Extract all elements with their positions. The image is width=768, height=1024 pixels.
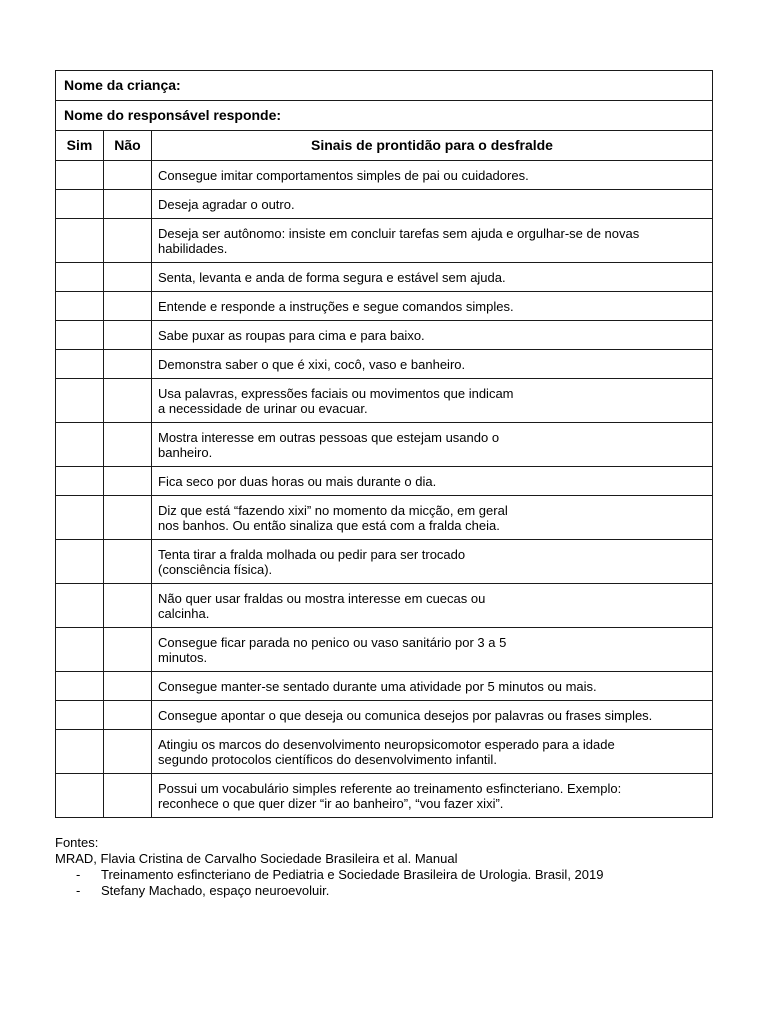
- no-checkbox-cell[interactable]: [104, 379, 152, 423]
- readiness-sign-text: [152, 672, 713, 701]
- readiness-sign-line: Fica seco por duas horas ou mais durante o dia.: [158, 473, 437, 489]
- guardian-row: [56, 101, 713, 131]
- checklist-row: [56, 701, 713, 730]
- readiness-sign-text: [152, 701, 713, 730]
- no-checkbox-cell[interactable]: [104, 584, 152, 628]
- yes-checkbox-cell[interactable]: [56, 321, 104, 350]
- yes-checkbox-cell[interactable]: [56, 219, 104, 263]
- checklist-row: [56, 730, 713, 774]
- checklist-row: [56, 379, 713, 423]
- readiness-sign-line: Mostra interesse em outras pessoas que estejam usando o: [158, 429, 500, 445]
- column-header-row: [56, 131, 713, 161]
- readiness-sign-text: [152, 379, 713, 423]
- readiness-sign-line: banheiro.: [158, 444, 213, 460]
- readiness-sign-text: [152, 774, 713, 818]
- readiness-sign-line: Consegue ficar parada no penico ou vaso sanitário por 3 a 5: [158, 634, 507, 650]
- checklist-row: [56, 584, 713, 628]
- checklist-row: [56, 628, 713, 672]
- sources-section: [55, 835, 715, 899]
- readiness-sign-text: [152, 263, 713, 292]
- no-checkbox-cell[interactable]: [104, 190, 152, 219]
- readiness-sign-line: reconhece o que quer dizer “ir ao banheiro”, “vou fazer xixi”.: [158, 795, 504, 811]
- yes-checkbox-cell[interactable]: [56, 628, 104, 672]
- yes-checkbox-cell[interactable]: [56, 672, 104, 701]
- yes-checkbox-cell[interactable]: [56, 350, 104, 379]
- checklist-row: [56, 672, 713, 701]
- readiness-sign-line: Usa palavras, expressões faciais ou movimentos que indicam: [158, 385, 514, 401]
- no-checkbox-cell[interactable]: [104, 628, 152, 672]
- readiness-sign-text: [152, 628, 713, 672]
- col-header-signs: Sinais de prontidão para o desfralde: [152, 131, 713, 161]
- readiness-sign-text: [152, 321, 713, 350]
- yes-checkbox-cell[interactable]: [56, 190, 104, 219]
- checklist-row: [56, 292, 713, 321]
- readiness-sign-text: [152, 423, 713, 467]
- checklist-row: [56, 161, 713, 190]
- guardian-name-field[interactable]: Nome do responsável responde:: [56, 101, 713, 131]
- yes-checkbox-cell[interactable]: [56, 467, 104, 496]
- checklist-row: [56, 774, 713, 818]
- sources-main-reference: MRAD, Flavia Cristina de Carvalho Sociedade Brasileira et al. Manual: [55, 851, 458, 866]
- no-checkbox-cell[interactable]: [104, 496, 152, 540]
- bullet-dash: -: [76, 867, 81, 882]
- readiness-sign-line: Possui um vocabulário simples referente ao treinamento esfincteriano. Exemplo:: [158, 780, 622, 796]
- readiness-sign-text: [152, 350, 713, 379]
- readiness-sign-line: (consciência física).: [158, 561, 273, 577]
- readiness-sign-text: [152, 467, 713, 496]
- sources-heading: Fontes:: [55, 835, 99, 850]
- yes-checkbox-cell[interactable]: [56, 701, 104, 730]
- yes-checkbox-cell[interactable]: [56, 263, 104, 292]
- readiness-sign-line: calcinha.: [158, 605, 210, 621]
- no-checkbox-cell[interactable]: [104, 350, 152, 379]
- child-name-field[interactable]: Nome da criança:: [56, 71, 713, 101]
- yes-checkbox-cell[interactable]: [56, 584, 104, 628]
- readiness-sign-line: Diz que está “fazendo xixi” no momento da micção, em geral: [158, 502, 508, 518]
- readiness-sign-text: [152, 190, 713, 219]
- yes-checkbox-cell[interactable]: [56, 730, 104, 774]
- readiness-sign-text: [152, 161, 713, 190]
- readiness-sign-line: habilidades.: [158, 240, 228, 256]
- readiness-sign-text: [152, 219, 713, 263]
- readiness-sign-line: nos banhos. Ou então sinaliza que está com a fralda cheia.: [158, 517, 500, 533]
- checklist-row: [56, 423, 713, 467]
- checklist-row: [56, 467, 713, 496]
- readiness-sign-line: Consegue imitar comportamentos simples de pai ou cuidadores.: [158, 167, 529, 183]
- readiness-sign-line: Senta, levanta e anda de forma segura e estável sem ajuda.: [158, 269, 506, 285]
- no-checkbox-cell[interactable]: [104, 467, 152, 496]
- no-checkbox-cell[interactable]: [104, 774, 152, 818]
- readiness-sign-line: Consegue manter-se sentado durante uma atividade por 5 minutos ou mais.: [158, 678, 597, 694]
- yes-checkbox-cell[interactable]: [56, 161, 104, 190]
- no-checkbox-cell[interactable]: [104, 263, 152, 292]
- readiness-sign-line: Atingiu os marcos do desenvolvimento neuropsicomotor esperado para a idade: [158, 736, 615, 752]
- sources-bullet-item: [55, 867, 715, 883]
- sources-bullet-text: Treinamento esfincteriano de Pediatria e Sociedade Brasileira de Urologia. Brasil, 2019: [101, 867, 604, 882]
- readiness-sign-line: Consegue apontar o que deseja ou comunica desejos por palavras ou frases simples.: [158, 707, 653, 723]
- readiness-sign-text: [152, 584, 713, 628]
- no-checkbox-cell[interactable]: [104, 672, 152, 701]
- sources-bullet-item: [55, 883, 715, 899]
- readiness-sign-line: Entende e responde a instruções e segue comandos simples.: [158, 298, 514, 314]
- readiness-sign-text: [152, 292, 713, 321]
- readiness-sign-line: minutos.: [158, 649, 208, 665]
- yes-checkbox-cell[interactable]: [56, 540, 104, 584]
- checklist-row: [56, 190, 713, 219]
- readiness-sign-text: [152, 730, 713, 774]
- no-checkbox-cell[interactable]: [104, 219, 152, 263]
- readiness-sign-line: Deseja agradar o outro.: [158, 196, 295, 212]
- checklist-row: [56, 321, 713, 350]
- no-checkbox-cell[interactable]: [104, 423, 152, 467]
- no-checkbox-cell[interactable]: [104, 701, 152, 730]
- child-name-row: [56, 71, 713, 101]
- checklist-row: [56, 263, 713, 292]
- no-checkbox-cell[interactable]: [104, 540, 152, 584]
- readiness-sign-text: [152, 496, 713, 540]
- readiness-sign-line: a necessidade de urinar ou evacuar.: [158, 400, 368, 416]
- readiness-sign-line: Sabe puxar as roupas para cima e para baixo.: [158, 327, 425, 343]
- readiness-sign-line: Demonstra saber o que é xixi, cocô, vaso e banheiro.: [158, 356, 466, 372]
- yes-checkbox-cell[interactable]: [56, 774, 104, 818]
- checklist-row: [56, 496, 713, 540]
- readiness-sign-line: Deseja ser autônomo: insiste em concluir tarefas sem ajuda e orgulhar-se de novas: [158, 225, 640, 241]
- yes-checkbox-cell[interactable]: [56, 379, 104, 423]
- no-checkbox-cell[interactable]: [104, 730, 152, 774]
- col-header-yes: Sim: [56, 131, 104, 161]
- readiness-sign-line: Tenta tirar a fralda molhada ou pedir para ser trocado: [158, 546, 466, 562]
- yes-checkbox-cell[interactable]: [56, 496, 104, 540]
- readiness-sign-line: segundo protocolos científicos do desenvolvimento infantil.: [158, 751, 497, 767]
- readiness-checklist-table: [55, 70, 713, 818]
- checklist-row: [56, 350, 713, 379]
- checklist-row: [56, 219, 713, 263]
- col-header-no: Não: [104, 131, 152, 161]
- readiness-sign-text: [152, 540, 713, 584]
- yes-checkbox-cell[interactable]: [56, 292, 104, 321]
- no-checkbox-cell[interactable]: [104, 161, 152, 190]
- no-checkbox-cell[interactable]: [104, 321, 152, 350]
- checklist-row: [56, 540, 713, 584]
- readiness-sign-line: Não quer usar fraldas ou mostra interesse em cuecas ou: [158, 590, 486, 606]
- no-checkbox-cell[interactable]: [104, 292, 152, 321]
- sources-bullet-text: Stefany Machado, espaço neuroevoluir.: [101, 883, 330, 898]
- yes-checkbox-cell[interactable]: [56, 423, 104, 467]
- bullet-dash: -: [76, 883, 81, 898]
